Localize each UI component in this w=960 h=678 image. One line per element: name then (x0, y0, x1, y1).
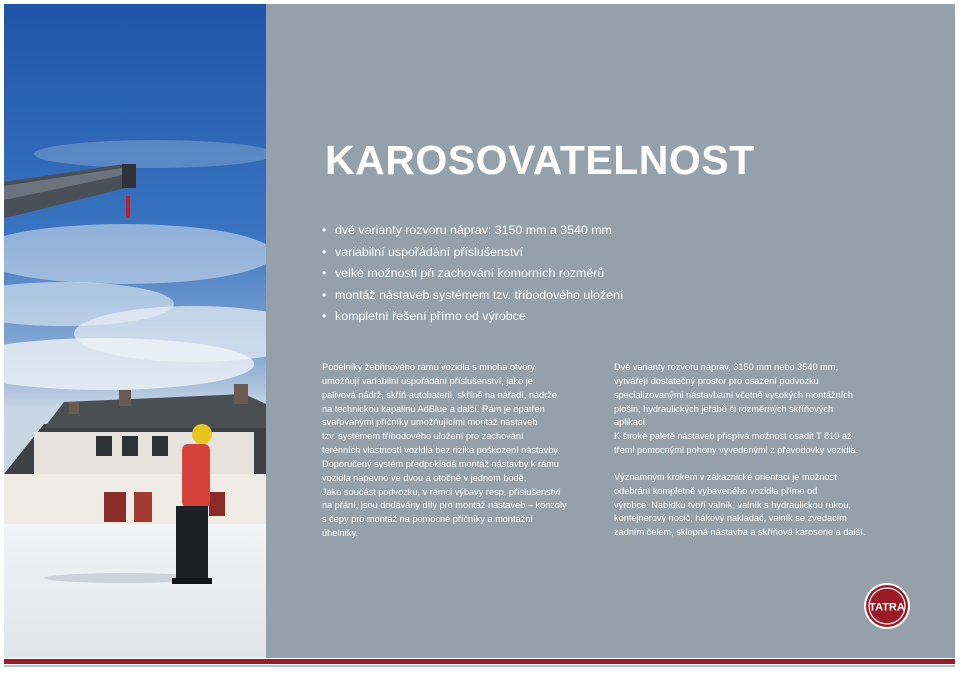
crane-winter-photo (4, 4, 266, 658)
list-item: • velké možnosti při zachování komorních rozměrů (322, 263, 623, 285)
body-text-line: K široké paletě nástaveb přispívá možnost osadit T 810 až (614, 431, 852, 442)
body-text-line: Dvě varianty rozvoru náprav, 3150 mm nebo 3540 mm, (614, 362, 839, 372)
list-item: • montáž nástaveb systémem tzv. tříbodového uložení (322, 285, 623, 307)
body-text-line: Podélníky žebřinového rámu vozidla s mnoha otvory (322, 362, 535, 372)
body-text-line: zadním čelem, sklopná nástavba a skříňová karoserie a další. (614, 527, 866, 538)
paragraph-gap (614, 458, 914, 471)
body-text-line: umožňují variabilní uspořádání příslušenství, jako je (322, 375, 533, 386)
body-text-line: na technickou kapalinu AdBlue a další. Rám je opatřen (322, 403, 545, 414)
body-text-line: odebrání kompletně vybaveného vozidla přímo od (614, 485, 818, 496)
body-text-line: Jako součást podvozku, v rámci výbavy resp. příslušenství (322, 486, 561, 497)
list-item: • dvě varianty rozvoru náprav: 3150 mm a 3540 mm (322, 220, 623, 242)
tatra-logo (863, 582, 911, 635)
list-item: • kompletní řešení přímo od výrobce (322, 306, 623, 328)
right-text-column (614, 361, 914, 540)
left-text-column (322, 361, 602, 541)
footer-rule (4, 659, 955, 664)
list-item: • variabilní uspořádání příslušenství (322, 242, 623, 264)
body-text-line: svařovanými příčníky umožňujícími montáž nástaveb (322, 417, 538, 428)
body-text-line: Doporučený systém předpokládá montáž nástavby k rámu (322, 458, 559, 469)
body-text-line: aplikací. (614, 417, 648, 428)
body-text-line: třemi pomocnými pohony vyvedenými z převodovky vozidla. (614, 445, 859, 456)
body-text-line: terénních vlastností vozidla bez rizika poškození nástavby. (322, 445, 560, 456)
body-text-line: úhelníky. (322, 528, 359, 539)
logo-text: TATRA (869, 601, 905, 614)
feature-list (322, 220, 623, 328)
body-text-line: vozidla napevno ve dvou a otočně v jednom bodě. (322, 472, 527, 483)
body-text-line: tzv. systémem tříbodového uložení pro zachování (322, 431, 524, 442)
body-text-line: palivová nádrž, skříň autobaterií, skříně na nářadí, nádrže (322, 389, 557, 400)
body-text-line: plošin, hydraulických jeřábů či rozměrných skříňových (614, 403, 834, 414)
body-text-line: vytvářejí dostatečný prostor pro osazení podvozku (614, 375, 819, 386)
body-text-line: Významným krokem v zákaznické orientaci je možnost (614, 471, 837, 482)
page-title: KAROSOVATELNOST (325, 137, 755, 183)
footer-rule-thin (4, 665, 955, 667)
body-text-line: na přání, jsou dodávány díly pro montáž nástaveb – konzoly (322, 500, 567, 511)
body-text-line: specializovanými nástavbami včetně vysokých montážních (614, 389, 853, 400)
body-text-line: kontejnerový nosič, hákový nakladač, valník se zvedacím (614, 513, 847, 524)
body-text-line: výrobce. Nabídku tvoří valník, valník s hydraulickou rukou, (614, 499, 851, 510)
body-text-line: s čepy pro montáž na pomocné příčníky a montážní (322, 514, 533, 525)
